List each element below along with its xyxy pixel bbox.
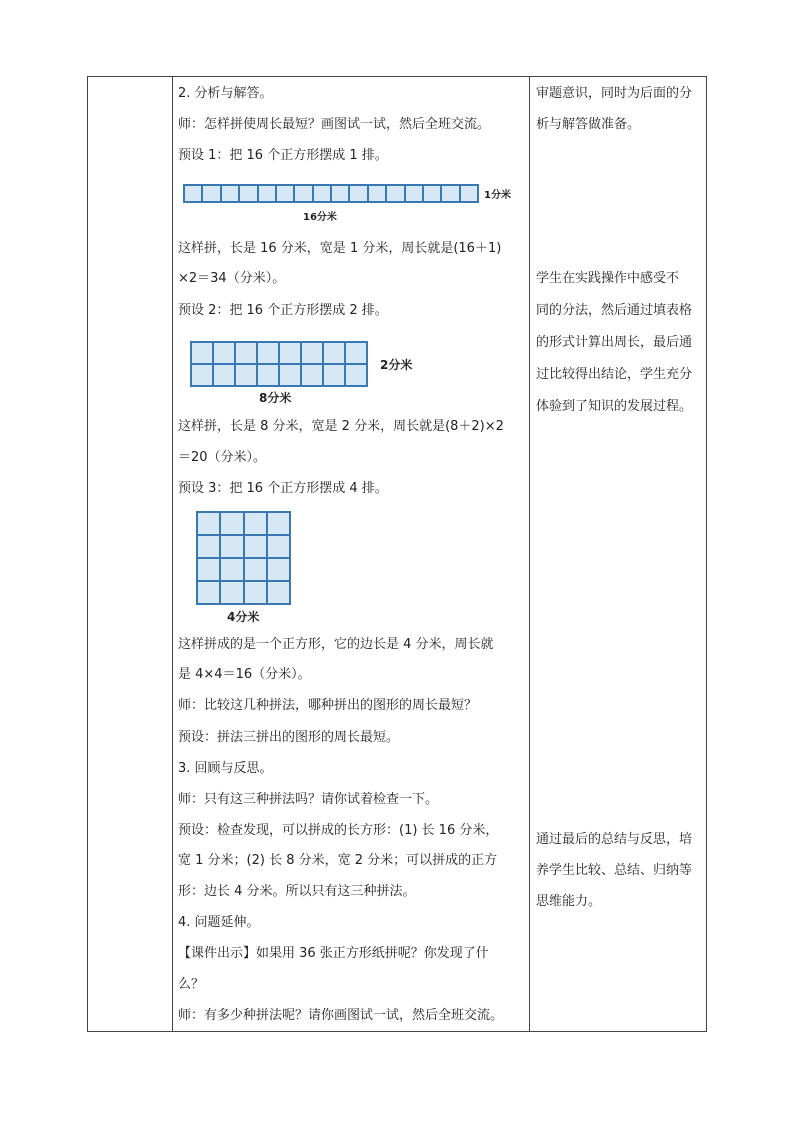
preset-check-line3: 形：边长 4 分米。所以只有这三种拼法。 (178, 884, 416, 899)
note-2-line2: 同的分法，然后通过填表格 (536, 303, 693, 318)
note-3-line2: 养学生比较、总结、归纳等 (536, 863, 693, 878)
preset-2-result-line2: ＝20（分米）。 (178, 450, 267, 465)
note-2-line1: 学生在实践操作中感受不 (536, 271, 680, 286)
teacher-question-4: 师：有多少种拼法呢？请你画图试一试，然后全班交流。 (178, 1008, 504, 1023)
note-2-line5: 体验到了知识的发展过程。 (536, 399, 693, 414)
preset-1-result-line1: 这样拼，长是 16 分米，宽是 1 分米，周长就是(16＋1) (178, 241, 502, 256)
figure-3-square (196, 511, 291, 605)
preset-3-result-line2: 是 4×4＝16（分米）。 (178, 667, 311, 682)
note-2-line4: 过比较得出结论，学生充分 (536, 367, 693, 382)
note-3-line1: 通过最后的总结与反思，培 (536, 832, 693, 847)
figure-2-width-label: 2分米 (380, 358, 413, 372)
section-heading-extension: 4. 问题延伸。 (178, 915, 260, 930)
figure-3-side-label: 4分米 (227, 610, 260, 624)
note-2-line3: 的形式计算出周长，最后通 (536, 335, 693, 350)
preset-check-line2: 宽 1 分米；(2) 长 8 分米，宽 2 分米；可以拼成的正方 (178, 853, 498, 868)
preset-2: 预设 2：把 16 个正方形摆成 2 排。 (178, 303, 388, 318)
section-heading-analysis: 2. 分析与解答。 (178, 86, 273, 101)
column-divider-left (172, 77, 173, 1031)
courseware-prompt-line1: 【课件出示】如果用 36 张正方形纸拼呢？你发现了什 (178, 946, 489, 961)
courseware-prompt-line2: 么？ (178, 977, 205, 992)
figure-2-rectangle (190, 341, 368, 387)
preset-2-result-line1: 这样拼，长是 8 分米，宽是 2 分米，周长就是(8＋2)×2 (178, 419, 504, 434)
teacher-question-1: 师：怎样拼使周长最短？画图试一试，然后全班交流。 (178, 117, 491, 132)
note-3-line3: 思维能力。 (536, 894, 602, 909)
note-1-line2: 析与解答做准备。 (536, 117, 641, 132)
preset-1: 预设 1：把 16 个正方形摆成 1 排。 (178, 148, 388, 163)
preset-answer: 预设：拼法三拼出的图形的周长最短。 (178, 730, 400, 745)
column-divider-right (529, 77, 530, 1031)
preset-3-result-line1: 这样拼成的是一个正方形，它的边长是 4 分米，周长就 (178, 637, 494, 652)
figure-1-strip (183, 184, 479, 203)
teacher-question-3: 师：只有这三种拼法吗？请你试着检查一下。 (178, 792, 439, 807)
preset-1-result-line2: ×2＝34（分米）。 (178, 271, 286, 286)
figure-1-length-label: 16分米 (303, 212, 337, 223)
section-heading-review: 3. 回顾与反思。 (178, 761, 273, 776)
note-1-line1: 审题意识，同时为后面的分 (536, 86, 693, 101)
teacher-question-2: 师：比较这几种拼法，哪种拼出的图形的周长最短？ (178, 698, 478, 713)
figure-2-length-label: 8分米 (259, 391, 292, 405)
figure-1-width-label: 1分米 (484, 190, 511, 201)
preset-3: 预设 3：把 16 个正方形摆成 4 排。 (178, 481, 388, 496)
preset-check-line1: 预设：检查发现，可以拼成的长方形：(1) 长 16 分米， (178, 823, 499, 838)
